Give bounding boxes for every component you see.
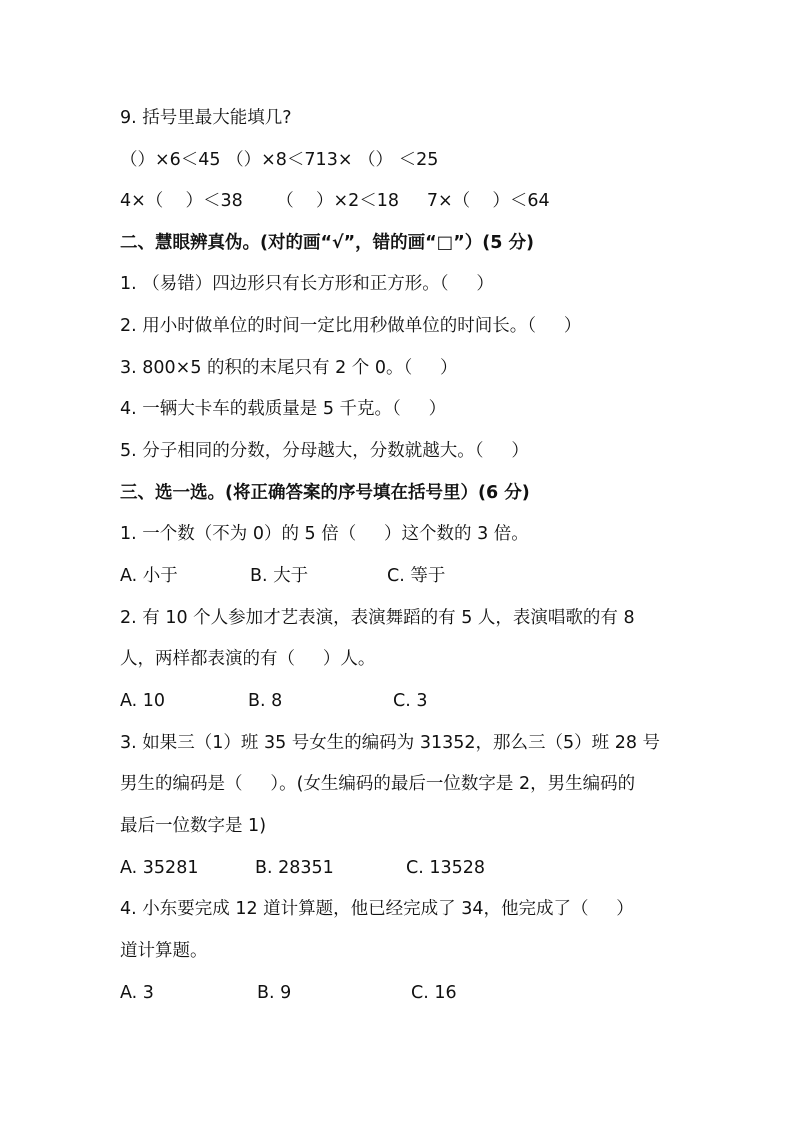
option-a: A. 10 — [120, 691, 166, 711]
option-c: C. 16 — [411, 983, 457, 1003]
option-a: A. 3 — [120, 983, 154, 1003]
option-b: B. 大于 — [250, 566, 309, 586]
option-b: B. 9 — [257, 983, 292, 1003]
section2-item-5: 5. 分子相同的分数，分母越大，分数就越大。（ ） — [120, 441, 529, 461]
section2-item-4: 4. 一辆大卡车的载质量是 5 千克。（ ） — [120, 399, 447, 419]
section3-q4-options — [120, 981, 457, 1005]
option-c: C. 等于 — [387, 566, 446, 586]
section3-q3-line-1: 3. 如果三（1）班 35 号女生的编码为 31352，那么三（5）班 28 号 — [120, 733, 661, 753]
option-c: C. 13528 — [406, 858, 486, 878]
section3-q3-options — [120, 856, 485, 880]
section2-item-1: 1. （易错）四边形只有长方形和正方形。（ ） — [120, 274, 494, 294]
section2-item-2: 2. 用小时做单位的时间一定比用秒做单位的时间长。（ ） — [120, 316, 582, 336]
option-b: B. 8 — [248, 691, 283, 711]
option-a: A. 35281 — [120, 858, 199, 878]
section3-q1-text: 1. 一个数（不为 0）的 5 倍（ ）这个数的 3 倍。 — [120, 524, 529, 544]
option-a: A. 小于 — [120, 566, 178, 586]
section3-q4-line-1: 4. 小东要完成 12 道计算题，他已经完成了 34，他完成了（ ） — [120, 899, 634, 919]
q9-row-1: （）×6＜45 （）×8＜713× （） ＜25 — [120, 150, 439, 170]
section3-q2-line-1: 2. 有 10 个人参加才艺表演，表演舞蹈的有 5 人，表演唱歌的有 8 — [120, 608, 635, 628]
section3-heading: 三、选一选。(将正确答案的序号填在括号里）(6 分) — [120, 483, 530, 503]
q9-row-2: 4×（ ）＜38 （ ）×2＜18 7×（ ）＜64 — [120, 191, 550, 211]
option-b: B. 28351 — [255, 858, 334, 878]
section3-q2-options — [120, 689, 427, 713]
section3-q2-line-2: 人，两样都表演的有（ ）人。 — [120, 649, 376, 669]
section3-q1-options — [120, 564, 445, 588]
section3-q4-line-2: 道计算题。 — [120, 941, 208, 961]
section3-q3-line-2: 男生的编码是（ ）。(女生编码的最后一位数字是 2，男生编码的 — [120, 774, 636, 794]
section2-item-3: 3. 800×5 的积的末尾只有 2 个 0。（ ） — [120, 358, 458, 378]
option-c: C. 3 — [393, 691, 428, 711]
q9-title: 9. 括号里最大能填几? — [120, 108, 292, 128]
section2-heading: 二、慧眼辨真伪。(对的画“√”，错的画“□”）(5 分) — [120, 233, 534, 253]
section3-q3-line-3: 最后一位数字是 1) — [120, 816, 267, 836]
